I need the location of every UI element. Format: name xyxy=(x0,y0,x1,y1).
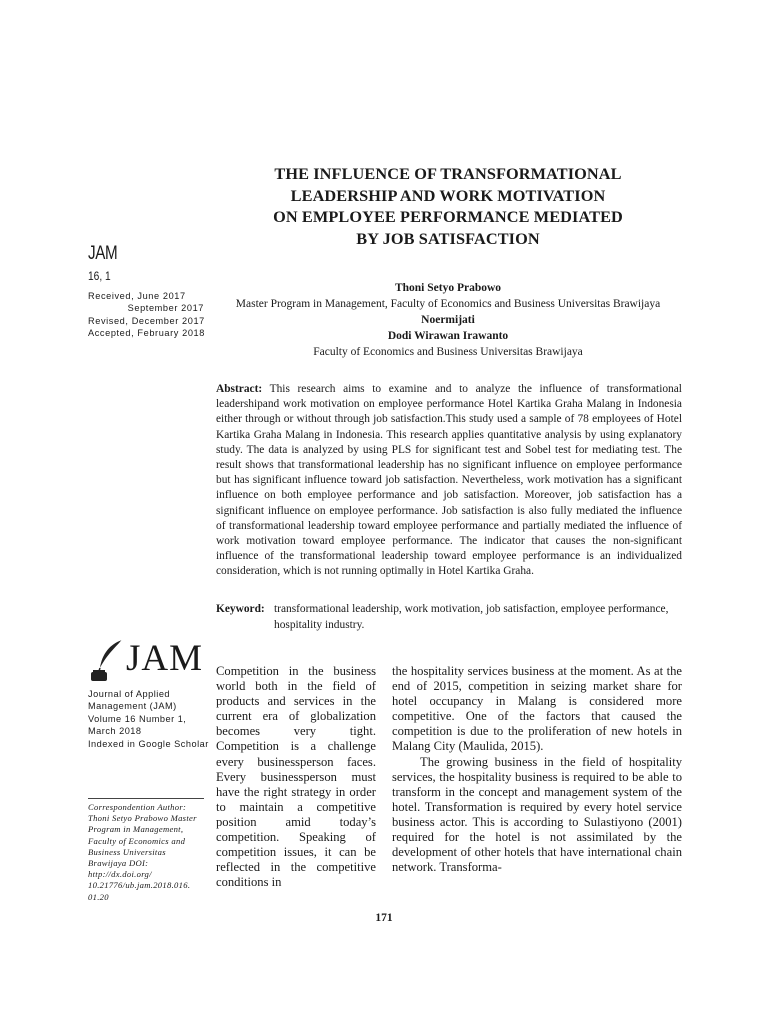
journal-info-line: Indexed in Google Scholar xyxy=(88,738,209,749)
abstract-label: Abstract: xyxy=(216,383,263,395)
received-date-cont: September 2017 xyxy=(127,303,204,314)
journal-info-line: March 2018 xyxy=(88,726,142,737)
title-line: THE INFLUENCE OF TRANSFORMATIONAL xyxy=(274,164,622,183)
quill-ink-icon xyxy=(88,638,128,682)
revised-date: Revised, December 2017 xyxy=(88,315,205,326)
abstract-text: This research aims to examine and to analyze the influence of transformational leadershipand work motivation on employee performance Hotel Kartika Graha Malang in Indonesia either through or without through job satisfaction.This study used a sample of 78 employees of Hotel Kartika Graha Malang in Indonesia. This research applies quantitative analysis by using explanatory study. The data is analyzed by using PLS for significant test and Sobel test for mediating test. The result shows that transformational leadership has no significant influence on employee performance but has significant influence toward job satisfaction. Nevertheless, work motivation has a significant influence on both employee performance and job satisfaction. Moreover, job satisfaction has a significant influence on employee performance. Job satisfaction is also fully mediated the influence of transformational leadership toward employee performance and partially mediated the influence of work motivation toward employee performance. The indicator that causes the non-significant influence of the transformational leadership toward employee performance is an individualized consideration, which is not running optimally in Hotel Kartika Graha. xyxy=(216,383,682,578)
author-name: Noermijati xyxy=(421,314,475,326)
author-affiliation: Master Program in Management, Faculty of Economics and Business Universitas Brawijaya xyxy=(235,298,661,310)
journal-logo xyxy=(88,638,206,682)
correspondence-note: Correspondention Author: Thoni Setyo Prabowo Master Program in Management, Faculty of Economics and Business Universitas Brawijaya DOI: http://dx.doi.org/ 10.21776/ub.jam.2018.016. 01.20 xyxy=(88,798,204,903)
body-column-left: Competition in the business world both in the field of products and services in the current era of globalization becomes very tight. Competition is a challenge every businessperson faces. Every businessperson must have the right strategy in order to maintain a competitive position amid today’s competition. Speaking of competition issues, it can be reflected in the competitive conditions in xyxy=(216,664,376,890)
paper-title xyxy=(212,163,684,249)
keywords xyxy=(216,602,682,633)
journal-sidebar-header xyxy=(88,243,125,285)
body-paragraph: The growing business in the field of hospitality services, the hospitality business is required to be able to transform in the concept and management system of the hotel. Transformation is required by every hotel service business actor. This is according to Sulastiyono (2001) required for the hotel is not assimilated by the development of other hotels that have international chain network. Transforma- xyxy=(392,754,682,875)
body-paragraph: the hospitality services business at the moment. As at the end of 2015, competition in seizing market share for hotel occupancy in Malang is considered more competitive. One of the factors that caused the competition is due to the proliferation of new hotels in Malang City (Maulida, 2015). xyxy=(392,664,682,754)
logo-text: JAM xyxy=(126,638,204,679)
author-name: Thoni Setyo Prabowo xyxy=(394,282,502,294)
journal-info-line: Journal of Applied xyxy=(88,689,171,699)
abstract xyxy=(216,382,682,580)
title-line: ON EMPLOYEE PERFORMANCE MEDIATED xyxy=(273,207,623,226)
body-column-right xyxy=(392,664,682,875)
submission-dates xyxy=(88,290,204,339)
author-affiliation: Faculty of Economics and Business Universitas Brawijaya xyxy=(313,346,583,358)
page-number: 171 xyxy=(375,912,393,924)
journal-info-line: Management (JAM) xyxy=(88,701,177,712)
keyword-label: Keyword: xyxy=(216,603,265,615)
journal-volume: 16, 1 xyxy=(88,269,111,283)
journal-abbr: JAM xyxy=(88,243,118,264)
journal-info-line: Volume 16 Number 1, xyxy=(88,713,187,724)
received-date: Received, June 2017 xyxy=(88,291,186,301)
author-block xyxy=(212,280,684,360)
journal-info xyxy=(88,688,208,750)
author-name: Dodi Wirawan Irawanto xyxy=(387,330,509,342)
accepted-date: Accepted, February 2018 xyxy=(88,327,205,338)
keyword-text: transformational leadership, work motivation, job satisfaction, employee performance, hospitality industry. xyxy=(274,603,669,631)
title-line: LEADERSHIP AND WORK MOTIVATION xyxy=(290,185,606,205)
title-line: BY JOB SATISFACTION xyxy=(356,228,540,248)
